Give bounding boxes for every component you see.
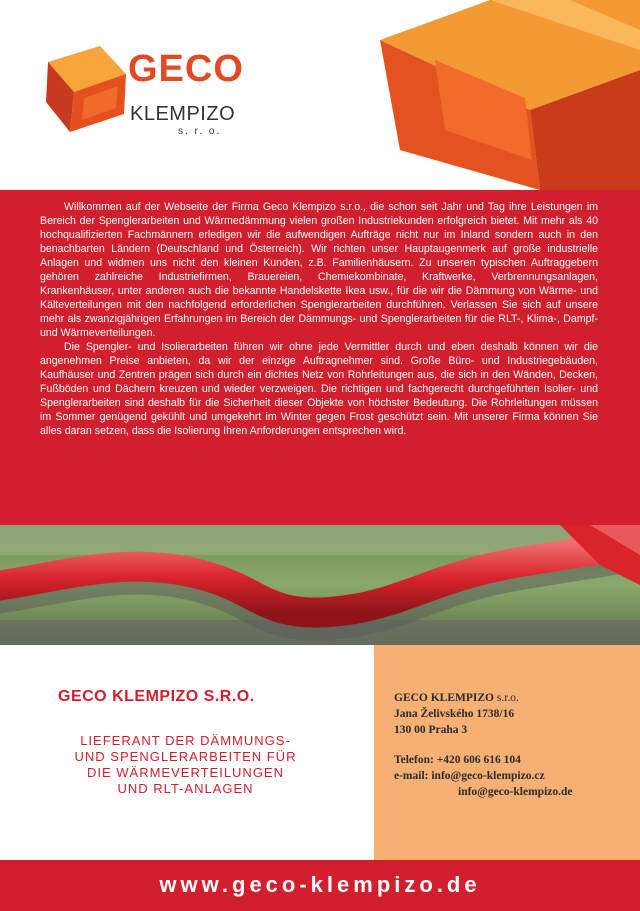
decorative-cube-graphic — [340, 0, 640, 190]
intro-paragraph-2: Die Spengler- und Isolierarbeiten führen wir ohne jede Vermittler durch und eben deshalb können wir die angenehmen Preise anbieten, da wir der einzige Auftragnehmer sind. Große Büro- und Industriegebäuden, Kaufhäuser und Zentren prägen sich durch ein dichtes Netz von Rohrleitungen aus, die sich in den Wänden, Decken, Fußböden und Dächern kreuzen und wieder verzweigen. Die richtigen und fachgerecht durchgeführten Isolier- und Spenglerarbeiten sind deshalb für die Sicherheit dieser Objekte von höchster Bedeutung. Die Rohrleitungen müssen im Sommer genügend gekühlt und umgekehrt im Winter gegen Frost geschützt sein. Mit unserer Firma können Sie alles daran setzen, dass die Isolierung Ihren Anforderungen entsprechen wird. — [40, 341, 598, 437]
contact-panel — [374, 645, 640, 860]
company-tagline — [48, 733, 323, 797]
logo-suffix-text: s. r. o. — [178, 126, 222, 137]
contact-company-row — [394, 690, 573, 706]
contact-email-2[interactable]: info@geco-klempizo.de — [458, 786, 573, 798]
company-name: GECO KLEMPIZO S.R.O. — [58, 688, 255, 705]
logo-name-text: KLEMPIZO — [130, 103, 236, 125]
tagline-line-3: DIE WÄRMEVERTEILUNGEN — [86, 765, 284, 780]
company-panel — [0, 645, 374, 860]
contact-street: Jana Želivského 1738/16 — [394, 708, 515, 720]
contact-phone-label: Telefon: — [394, 754, 434, 766]
contact-email-label: e-mail: — [394, 770, 429, 782]
tagline-line-2: UND SPENGLERARBEITEN FÜR — [74, 749, 297, 764]
logo-brand-text: GECO — [128, 48, 244, 90]
intro-section — [0, 190, 640, 525]
contact-phone[interactable]: +420 606 616 104 — [436, 754, 521, 766]
contact-company: GECO KLEMPIZO — [394, 692, 494, 704]
contact-company-suffix: s.r.o. — [496, 692, 519, 704]
contact-block — [394, 690, 573, 800]
contact-email-row-2 — [394, 784, 573, 800]
contact-email-row — [394, 768, 573, 784]
tagline-line-4: UND RLT-ANLAGEN — [117, 781, 254, 796]
tagline-line-1: LIEFERANT DER DÄMMUNGS- — [80, 733, 291, 748]
pipeline-photo — [0, 525, 640, 645]
contact-email-1[interactable]: info@geco-klempizo.cz — [431, 770, 545, 782]
header — [0, 0, 640, 190]
pipeline-photo-image — [0, 525, 640, 645]
website-link[interactable]: www.geco-klempizo.de — [159, 872, 481, 897]
intro-paragraph-1: Willkommen auf der Webseite der Firma Geco Klempizo s.r.o., die schon seit Jahr und Tag ihre Leistungen im Bereich der Spenglerarbeiten und Wärmedämmung vielen großen Industriekunden erfolgreich bietet. Mit mehr als 40 hochqualifizierten Fachmännern erledigen wir die aufwendigen Aufträge nicht nur im Inland sondern auch in den benachbarten Ländern (Deutschland und Österreich). Wir richten unser Hauptaugenmerk auf große industrielle Anlagen und widmen uns nicht den kleinen Kunden, z.B. Familienhäusern. Zu unseren typischen Auftraggebern gehören zahlreiche Industriefirmen, Brauereien, Chemiekombinate, Kraftwerke, Verbrennungsanlagen, Krankenhäuser, unter anderen auch die bekannte Handelskette Ikea usw., für die wir die Dämmung von Wärme- und Kälteverteilungen mit den nachfolgend erforderlichen Spenglerarbeiten durchführen. Verlassen Sie sich auf unsere mehr als zwanzigjährigen Erfahrungen im Bereich der Dämmungs- und Spenglerarbeiten für die RLT-, Klima-, Dampf- und Wärmeverteilungen. — [40, 201, 598, 339]
contact-city: 130 00 Praha 3 — [394, 724, 468, 736]
intro-text — [40, 200, 598, 438]
contact-phone-row — [394, 752, 573, 768]
footer — [0, 860, 640, 911]
